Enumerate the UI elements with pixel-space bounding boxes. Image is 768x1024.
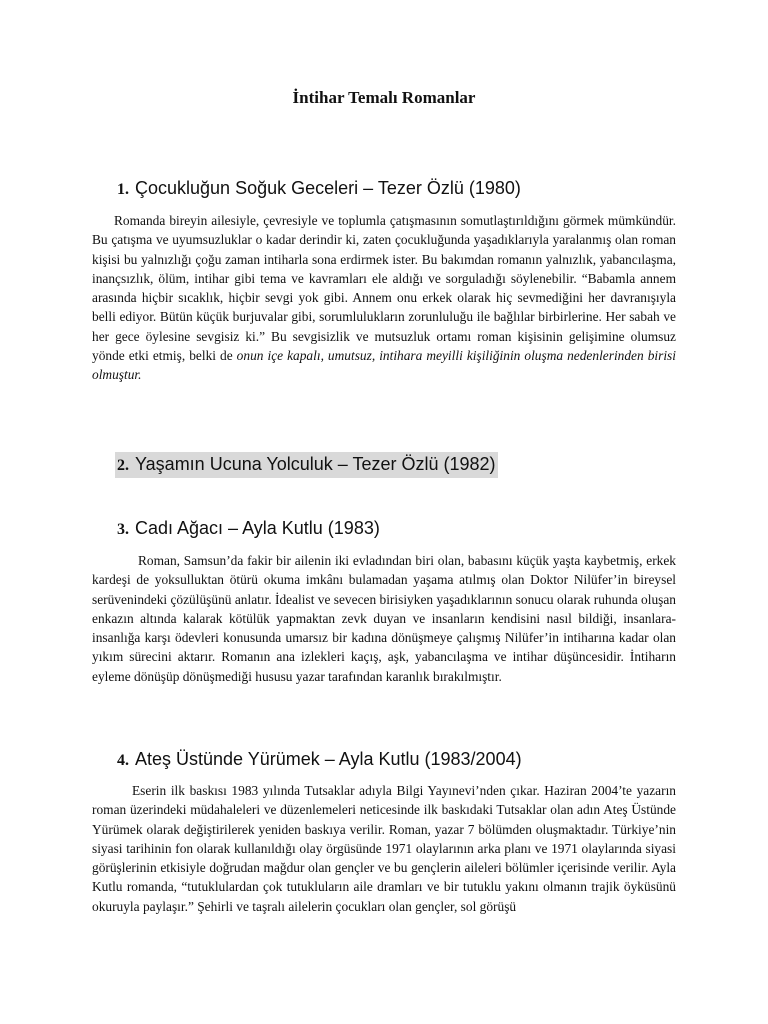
section-number: 4. xyxy=(117,752,129,769)
section-number: 1. xyxy=(117,181,129,198)
section-body-4 xyxy=(92,781,676,916)
section-heading-3 xyxy=(115,516,382,542)
section-number: 2. xyxy=(117,457,129,474)
section-body-text: Romanda bireyin ailesiyle, çevresiyle ve toplumla çatışmasının somutlaştırıldığını görmek mümkündür. Bu çatışma ve uyumsuzluklar o kadar derindir ki, zaten çocukluğunda yaşadıklarıyla yaralanmış olan roman kişisi bu yalnızlığı çoğu zaman intiharla sona erdirmek ister. Bu bakımdan romanın yalnızlık, yabancılaşma, inançsızlık, ölüm, intihar gibi tema ve kavramları ele aldığı ve sorguladığı söylenebilir. “Babamla annem arasında hiçbir sıcaklık, hiçbir sevgi yok gibi. Annem onu erkek olarak hiç sevmediğini her davranışıyla belli ediyor. Bütün küçük burjuvalar gibi, sorumlulukların zorunluluğu ile bağlılar birbirlerine. Her sabah ve her gece öylesine sevgisiz ki.” Bu sevgisizlik ve mutsuzluk ortamı roman kişisinin gelişimine olumsuz yönde etki etmiş, belki de xyxy=(92,213,676,364)
section-heading-2 xyxy=(115,452,498,478)
section-body-text: Roman, Samsun’da fakir bir ailenin iki evladından biri olan, babasını küçük yaşta kaybetmiş, erkek kardeşi de yoksulluktan ötürü okuma imkânı bulamadan yaşama atılmış olan Doktor Nilüfer’in bireysel serüvenindeki çözülüşünü anlatır. İdealist ve sevecen birisiyken yaşadıklarının sonucu olarak ruhunda oluşan enkazın altında kalarak kötülük yapmaktan zevk duyan ve insanların kendisini nasıl bildiği, insanlara-insanlığa karşı ödevleri konusunda umarsız bir kadına dönüşmeye çalışmış Nilüfer’in intiharına kadar olan yıkım sürecini aktarır. Romanın ana izlekleri kaçış, aşk, yabancılaşma ve intihar düşüncesidir. İntiharın eyleme dönüşüp dönüşmediği hususu yazar tarafından karanlık bırakılmıştır. xyxy=(92,553,676,684)
section-body-text: Eserin ilk baskısı 1983 yılında Tutsaklar adıyla Bilgi Yayınevi’nden çıkar. Haziran 2004’te yazarın roman üzerindeki müdahaleleri ve düzenlemeleri neticesinde ilk baskıdaki Tutsaklar olan adın Ateş Üstünde Yürümek olarak değiştirilerek yeniden baskıya verilir. Roman, yazar 7 bölümden oluşmaktadır. Türkiye’nin siyasi tarihinin fon olarak kullanıldığı olay örgüsünde 1971 olaylarının arka planı ve 1971 olaylarında siyasi görüşlerinin etkisiyle doğrudan mağdur olan gençler ve bu gençlerin aileleri bölümler içerisinde verilir. Ayla Kutlu romanda, “tutuklulardan çok tutukluların aile dramları ve bir tutuklu yakını olmanın trajik öyküsünü okuruyla paylaşır.” Şehirli ve taşralı ailelerin çocukları olan gençler, sol görüşü xyxy=(92,783,676,914)
section-title: Ateş Üstünde Yürümek – Ayla Kutlu (1983/2004) xyxy=(135,749,522,769)
section-title: Yaşamın Ucuna Yolculuk – Tezer Özlü (1982) xyxy=(135,454,496,474)
section-body-italic: onun içe kapalı, umutsuz, intihara meyilli kişiliğinin oluşma nedenlerinden birisi olmuştur. xyxy=(92,348,676,383)
section-number: 3. xyxy=(117,521,129,538)
section-heading-4 xyxy=(115,747,524,773)
section-title: Çocukluğun Soğuk Geceleri – Tezer Özlü (1980) xyxy=(135,178,521,198)
section-heading-1 xyxy=(115,176,523,202)
page-title: İntihar Temalı Romanlar xyxy=(292,88,476,107)
section-title: Cadı Ağacı – Ayla Kutlu (1983) xyxy=(135,518,380,538)
section-body-1 xyxy=(92,211,676,385)
section-body-3 xyxy=(92,551,676,686)
